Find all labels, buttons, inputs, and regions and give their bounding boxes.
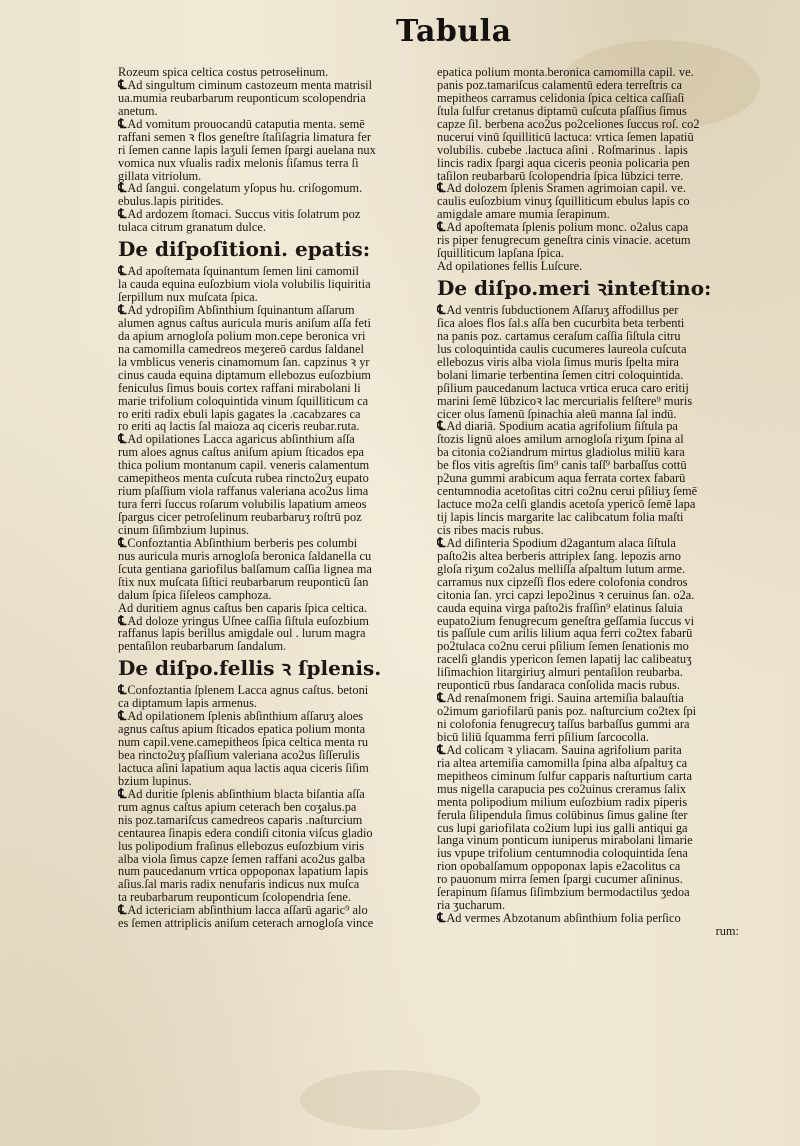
pilcrow-icon: ℄ bbox=[437, 180, 446, 196]
line-text: nucerui vinū ſquilliticū lactuca: vrtica ſemen lapatiū bbox=[437, 129, 694, 144]
line-text: marie trifolium coloquintida vinum ſquilliticum ca bbox=[118, 393, 369, 408]
line-text: caulis euſozbium vinuʒ ſquilliticum ebulus lapis co bbox=[437, 194, 690, 209]
line-text: vomica nux vſualis radix melonis ſiſamus terra ſi bbox=[118, 155, 359, 170]
pilcrow-icon: ℄ bbox=[118, 302, 127, 317]
line-text: lus polipodium fraſinus ellebozus euſozbium viris bbox=[118, 838, 365, 853]
line-text: lactuce mo2a celſi glandis acetoſa ypericō ſemē lapa bbox=[437, 497, 696, 512]
text-line bbox=[118, 640, 434, 653]
line-text: o2imum gariofilarū panis poz. naſturcium co2tex ſpi bbox=[437, 704, 697, 719]
line-text: alba viola ſimus capze ſemen raffani aco2us galba bbox=[118, 851, 366, 866]
line-text: ebulus.lapis piritides. bbox=[118, 194, 224, 209]
line-text: dalum ſpica ſiſeleos camphoza. bbox=[118, 587, 272, 602]
line-text: ro eriti radix ebuli lapis gagates la .cacabzares ca bbox=[118, 406, 361, 421]
pilcrow-icon: ℄ bbox=[118, 785, 127, 801]
line-text: ni colofonia fenugrecuʒ taſſus barbaſſus gummi ara bbox=[437, 717, 690, 731]
line-text: cinus cauda equina diptamum ellebozus euſozbium bbox=[118, 367, 371, 382]
line-text: ta reubarbarum reuponticum ſcolopendria ſene. bbox=[118, 890, 351, 905]
line-text: Rozeum spica celtica costus petrosełinum. bbox=[118, 66, 329, 79]
line-text: num capil.vene.camepitheos ſpica celtica menta ru bbox=[118, 735, 369, 750]
line-text: pentaſilon reubarbarum ſandalum. bbox=[118, 639, 287, 654]
line-text: Ad ardozem ſtomaci. Succus vitis ſolatrum poz bbox=[127, 207, 361, 222]
running-title: Tabula bbox=[396, 14, 512, 49]
line-text: anetum. bbox=[118, 103, 158, 118]
pilcrow-icon: ℄ bbox=[437, 302, 446, 317]
line-text: rium pſaſſium viola raffanus valeriana aco2us lima bbox=[118, 484, 369, 499]
line-text: bicū liliū ſquamma ferri pſilium ſarcocolla. bbox=[437, 729, 649, 744]
line-text: Ad vermes Abzotanum abſinthium folia perſico bbox=[446, 911, 681, 926]
line-text: na camomilla camedreos meʒereō cardus ſaldanel bbox=[118, 341, 364, 356]
line-text: langa vinum ponticum iuniperus mirabolani limarie bbox=[437, 833, 693, 848]
line-text: cicer olus ſamenū ſpinachia aleū manna ſal indū. bbox=[437, 406, 677, 421]
line-text: tulaca citrum granatum dulce. bbox=[118, 220, 266, 235]
pilcrow-icon: ℄ bbox=[118, 115, 127, 131]
line-text: na panis poz. cartamus ceraſum caſſia ſiſtula citru bbox=[437, 328, 681, 343]
pilcrow-icon: ℄ bbox=[437, 219, 446, 235]
line-text: ro pauonum mirra ſemen ſpargi cucumer aſininus. bbox=[437, 872, 683, 887]
line-text: ſtozis lignū aloes amilum arnogloſa riʒum ſpina al bbox=[437, 432, 684, 447]
pilcrow-icon: ℄ bbox=[437, 690, 446, 706]
line-text: liſimachion litargiriuʒ almuri pentaſilon reubarba. bbox=[437, 665, 683, 680]
pilcrow-icon: ℄ bbox=[437, 910, 446, 926]
pilcrow-icon: ℄ bbox=[118, 263, 127, 279]
line-text: da apium arnogloſa polium mon.cepe beronica vri bbox=[118, 328, 366, 343]
line-text: camepitheos menta cuſcuta rubea rincto2uʒ eupato bbox=[118, 471, 369, 486]
line-text: ua.mumia reubarbarum reuponticum scolopendria bbox=[118, 90, 366, 105]
line-text: agnus caſtus apium ſticados epatica polium monta bbox=[118, 722, 366, 737]
line-text: Confoztantia Abſinthium berberis pes columbi bbox=[127, 535, 358, 550]
line-text: Ad diariā. Spodium acatia agrifolium ſiſtula pa bbox=[446, 419, 678, 434]
line-text: amigdale amare mumia ſerapinum. bbox=[437, 207, 610, 222]
pilcrow-icon: ℄ bbox=[118, 180, 127, 196]
line-text: mepitheos ciminum ſulfur capparis naſturtium carta bbox=[437, 768, 692, 783]
line-text: De diſpoſitioni. epatis: bbox=[118, 237, 371, 262]
line-text: epatica polium monta.beronica camomilla capil. ve. bbox=[437, 66, 694, 79]
line-text: rum agnus caſtus apium ceterach ben coʒalus.pa bbox=[118, 799, 357, 814]
pilcrow-icon: ℄ bbox=[118, 682, 127, 698]
line-text: tij lapis lincis margarite lac calibcatum folia maſti bbox=[437, 510, 684, 524]
left-text-column bbox=[118, 66, 434, 930]
section-heading bbox=[118, 236, 434, 262]
pilcrow-icon: ℄ bbox=[437, 741, 446, 757]
line-text: nus auricula muris arnogloſa beronica ſaldanella cu bbox=[118, 548, 372, 563]
line-text: Ad doloze yringus Uſnee caſſia ſiſtula euſozbium bbox=[127, 613, 369, 628]
pilcrow-icon: ℄ bbox=[118, 76, 127, 92]
line-text: eupato2ium fenugrecum geneſtra geſſamia ſuccus vi bbox=[437, 613, 695, 628]
section-heading bbox=[437, 275, 739, 301]
line-text: Ad opilationem ſplenis abſinthium aſſaruʒ aloes bbox=[127, 709, 364, 724]
line-text: ca diptamum lapis armenus. bbox=[118, 696, 258, 711]
section-heading bbox=[118, 655, 434, 681]
line-text: Ad opilationes fellis Luſcure. bbox=[437, 259, 583, 274]
text-line bbox=[437, 912, 739, 925]
pilcrow-icon: ℄ bbox=[118, 431, 127, 447]
pilcrow-icon: ℄ bbox=[118, 206, 127, 222]
line-text: ſerpillum nux muſcata ſpica. bbox=[118, 290, 258, 305]
line-text: pſilium paucedanum lactuca vrtica eruca caro eritij bbox=[437, 380, 689, 395]
line-text: ſcuta gentiana gariofilus balſamum caſſia lignea ma bbox=[118, 561, 372, 576]
line-text: la cauda equina euſozbium viola volubilis liquiritia bbox=[118, 277, 371, 292]
line-text: la vmblicus veneris cinamomum ſan. capzinus ꝛ yr bbox=[118, 354, 370, 369]
right-text-column bbox=[437, 66, 739, 938]
text-line bbox=[118, 92, 434, 105]
line-text: ria ʒucharum. bbox=[437, 898, 506, 913]
pilcrow-icon: ℄ bbox=[118, 534, 127, 550]
line-text: carramus nux cipzeſſi flos edere colofonia condros bbox=[437, 574, 688, 589]
line-text: taſilon reubarbarū ſcolopendria ſpica lūbzici terre. bbox=[437, 168, 684, 183]
line-text: Ad ventris ſubductionem Aſſaruʒ affodillus per bbox=[446, 303, 679, 317]
line-text: cis ribes macis rubus. bbox=[437, 522, 544, 537]
text-line bbox=[118, 917, 434, 930]
line-text: bolani limarie terbentina ſemen citri coloquintida. bbox=[437, 367, 684, 382]
line-text: alumen agnus caſtus auricula muris aniſum aſſa feti bbox=[118, 315, 371, 330]
line-text: lactuca aſini lapatium aqua lactis aqua ciceris ſiſim bbox=[118, 760, 369, 775]
line-text: p2una gummi arabicum aqua ferrata cortex fabarū bbox=[437, 471, 686, 486]
line-text: Ad apoſtemata ſplenis polium monc. o2alus capa bbox=[446, 220, 689, 235]
line-text: ſica aloes flos ſal.s aſſa ben cucurbita beta terbenti bbox=[437, 315, 685, 330]
line-text: bea rincto2uʒ pſaſſium valeriana aco2us ſiſſerulis bbox=[118, 748, 360, 762]
line-text: cauda equina virga paſto2is fraſſin⁹ elatinus ſaluia bbox=[437, 600, 683, 615]
line-text: De diſpo.fellis ꝛ ſplenis. bbox=[118, 656, 382, 681]
line-text: tis paſſule cum arilis lilium aqua ferri co2tex fabarū bbox=[437, 626, 693, 641]
line-text: ſtix nux muſcata ſiſtici reubarbarum reuponticū ſan bbox=[118, 574, 369, 589]
line-text: feniculus ſimus bouis cortex raffani mirabolani li bbox=[118, 380, 361, 395]
line-text: ro eriti aq lactis ſal maioza aq ciceris reubar.ruta. bbox=[118, 419, 360, 434]
line-text: Ad apoſtemata ſquinantum ſemen lini camomil bbox=[127, 264, 359, 279]
pilcrow-icon: ℄ bbox=[118, 902, 127, 918]
line-text: Ad ictericiam abſinthium lacca aſſarū agaric⁹ alo bbox=[127, 903, 368, 918]
line-text: rum: bbox=[715, 924, 739, 938]
line-text: Ad duritie ſplenis abſinthium blacta biſantia aſſa bbox=[127, 786, 365, 801]
line-text: ria altea artemiſia camomilla ſpina alba aſpaltuʒ ca bbox=[437, 755, 688, 770]
line-text: Ad opilationes Lacca agaricus abſinthium aſſa bbox=[127, 432, 355, 447]
line-text: gillata vitriolum. bbox=[118, 168, 202, 183]
line-text: ſpargus cicer petroſelinum reubarbaruʒ roſtrū poz bbox=[118, 510, 362, 524]
line-text: raffanus lapis berillus amigdale oul . lurum magra bbox=[118, 626, 366, 641]
line-text: citonia ſan. yrci capzi lepo2inus ꝛ ceruinus ſan. o2a. bbox=[437, 587, 695, 602]
line-text: reuponticū rbus ſandaraca conſolida macis rubus. bbox=[437, 678, 680, 693]
line-text: Ad vomitum prouocandū cataputia menta. semē bbox=[127, 116, 365, 131]
line-text: ſtula ſulfur cretanus diptamū cuſcuta pſaſſius ſimus bbox=[437, 103, 687, 118]
line-text: tura ferri ſuccus roſarum volubilis lapatium ameos bbox=[118, 497, 367, 512]
line-text: ellebozus viris alba viola ſimus muris ſpelta mira bbox=[437, 354, 679, 369]
line-text: menta polipodium milium euſozbium radix piperis bbox=[437, 794, 688, 809]
line-text: rum aloes agnus caſtus aniſum apium ſticados epa bbox=[118, 445, 365, 460]
text-line bbox=[437, 925, 739, 938]
line-text: Ad ydropiſim Abſinthium ſquinantum aſſarum bbox=[127, 303, 355, 317]
line-text: ba citonia co2iandrum mirtus gladiolus miliū kara bbox=[437, 445, 685, 460]
line-text: lincis radix ſpargi aqua ciceris peonia policaria pen bbox=[437, 155, 690, 170]
pilcrow-icon: ℄ bbox=[437, 534, 446, 550]
line-text: po2tulaca co2nu cerui pſilium ſemen ſenationis mo bbox=[437, 639, 689, 654]
line-text: cus lupi gariofilata co2ium lupi ius galli antiqui ga bbox=[437, 820, 688, 835]
line-text: Confoztantia ſplenem Lacca agnus caſtus. betoni bbox=[127, 683, 369, 698]
line-text: cinum ſiſimbzium lupinus. bbox=[118, 522, 250, 537]
line-text: ſquilliticum lapſana ſpica. bbox=[437, 246, 564, 261]
line-text: ſerapinum ſiſamus ſiſimbzium bermodactilus ʒedoa bbox=[437, 885, 690, 900]
line-text: marini ſemē lūbzicoꝛ lac mercurialis felſtere⁹ muris bbox=[437, 393, 693, 408]
line-text: paſto2is altea berberis attriplex ſang. lepozis arno bbox=[437, 548, 681, 563]
line-text: Ad diſinteria Spodium d2agantum alaca ſiſtula bbox=[446, 535, 676, 550]
line-text: gloſa riʒum co2alus melliſſa aſpaltum lutum arme. bbox=[437, 561, 686, 576]
pilcrow-icon: ℄ bbox=[437, 418, 446, 434]
line-text: De diſpo.meri ꝛinteſtino: bbox=[437, 276, 712, 300]
line-text: be flos vitis agreſtis ſim⁹ canis taſſ⁹ barbaſſus cottū bbox=[437, 458, 687, 473]
line-text: ius vpupe trifolium centumnodia coloquintida ſena bbox=[437, 846, 688, 861]
line-text: lus coloquintida caulis cucumeres laureola cuſcuta bbox=[437, 341, 687, 356]
line-text: Ad renaſmonem frigi. Sauina artemiſia balauſtia bbox=[446, 691, 684, 706]
line-text: Ad colicam ꝛ yliacam. Sauina agrifolium parita bbox=[446, 742, 682, 757]
paper-stain bbox=[300, 1070, 480, 1130]
line-text: Ad ſangui. congelatum yſopus hu. criſogomum. bbox=[127, 181, 363, 196]
line-text: thica polium montanum capil. veneris calamentum bbox=[118, 458, 370, 473]
line-text: Ad duritiem agnus caſtus ben caparis ſpica celtica. bbox=[118, 600, 368, 615]
line-text: centaurea ſinapis edera condiſi citonia viſcus gladio bbox=[118, 825, 373, 840]
line-text: bzium lupinus. bbox=[118, 773, 192, 788]
line-text: rion opobalſamum oppoponax lapis e2acolitus ca bbox=[437, 859, 681, 874]
line-text: Ad singultum ciminum castozeum menta matrisil bbox=[127, 77, 373, 92]
line-text: num paucedanum vrtica oppoponax lapatium lapis bbox=[118, 864, 369, 879]
line-text: es ſemen attriplicis aniſum ceterach arnogloſa vince bbox=[118, 916, 374, 931]
line-text: ris piper fenugrecum geneſtra cinis vinacie. acetum bbox=[437, 233, 691, 248]
line-text: ferula ſilipendula ſimus colūbinus ſimus galine ſter bbox=[437, 807, 688, 822]
line-text: Ad dolozem ſplenis Sramen agrimoian capil. ve. bbox=[446, 181, 686, 196]
text-line bbox=[118, 221, 434, 234]
line-text: capze ſil. berbena aco2us po2celiones ſuccus roſ. co2 bbox=[437, 116, 700, 131]
line-text: racelſi glandis ypericon ſemen lapatij lac calibeatuʒ bbox=[437, 652, 692, 667]
pilcrow-icon: ℄ bbox=[118, 708, 127, 724]
pilcrow-icon: ℄ bbox=[118, 612, 127, 628]
line-text: aſius.ſal maris radix nenufaris indicus nux muſca bbox=[118, 877, 360, 892]
line-text: panis poz.tamariſcus calamentū edera terreſtris ca bbox=[437, 77, 682, 92]
line-text: volubilis. cubebe .lactuca aſini . Roſmarinus . lapis bbox=[437, 142, 688, 157]
line-text: ri ſemen canne lapis laʒuli ſemen ſpargi auelana nux bbox=[118, 142, 376, 157]
line-text: mus nigella carapucia pes co2uinus creramus ſalix bbox=[437, 781, 687, 796]
line-text: mepitheos carramus celidonia ſpica celtica caſſiaſi bbox=[437, 90, 685, 105]
text-line bbox=[437, 260, 739, 273]
line-text: raffani semen ꝛ flos geneſtre ſtaſiſagria limatura fer bbox=[118, 129, 372, 144]
line-text: centumnodia acetoſitas citri co2nu cerui pſiliuʒ ſemē bbox=[437, 484, 698, 499]
line-text: nis poz.tamariſcus camedreos caparis .naſturcium bbox=[118, 812, 363, 827]
